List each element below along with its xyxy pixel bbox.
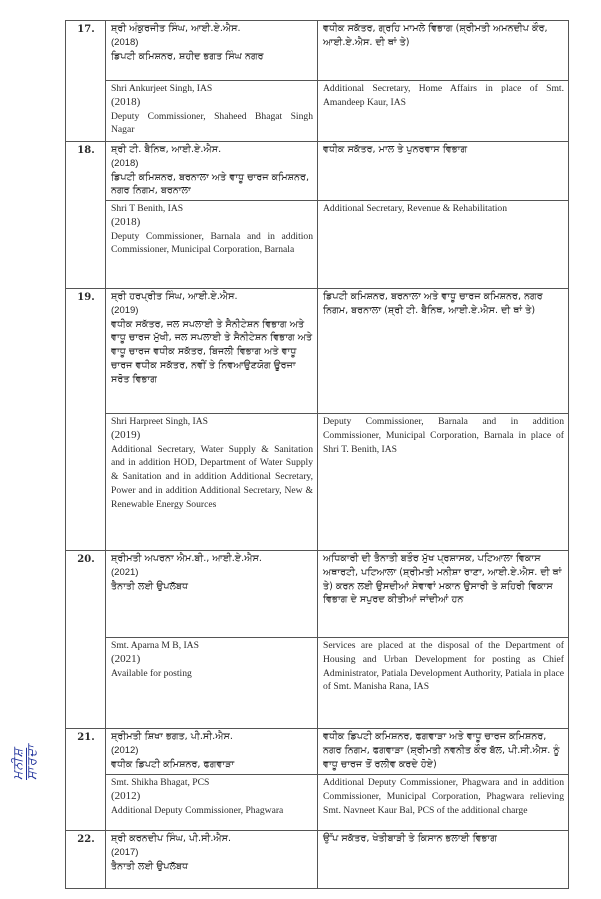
- serial-number-blank: [66, 81, 106, 142]
- serial-number-blank: [66, 775, 106, 831]
- current-post: Additional Secretary, Water Supply & Sanitation and in addition HOD, Department of Water Supply & Sanitation and in addition Additional Secretary, Power and in addition Additional Secretary, New & Renewable Energy Sources: [111, 443, 313, 510]
- current-post: Additional Deputy Commissioner, Phagwara: [111, 804, 284, 816]
- new-post-punjabi: ਵਧੀਕ ਸਕੱਤਰ, ਮਾਲ ਤੇ ਪੁਨਰਵਾਸ ਵਿਭਾਗ: [318, 142, 569, 201]
- serial-number: 17.: [66, 21, 106, 81]
- current-post: ਡਿਪਟੀ ਕਮਿਸ਼ਨਰ, ਸ਼ਹੀਦ ਭਗਤ ਸਿੰਘ ਨਗਰ: [111, 50, 264, 62]
- officer-cell-punjabi: [106, 21, 318, 81]
- current-post: ਡਿਪਟੀ ਕਮਿਸ਼ਨਰ, ਬਰਨਾਲਾ ਅਤੇ ਵਾਧੂ ਚਾਰਜ ਕਮਿਸ਼ਨਰ, ਨਗਰ ਨਿਗਮ, ਬਰਨਾਲਾ: [111, 171, 310, 197]
- officer-name: Shri Ankurjeet Singh, IAS: [111, 83, 213, 94]
- batch-year: (2018): [111, 157, 139, 169]
- table-row-17-english: [66, 81, 569, 142]
- officer-cell-punjabi: [106, 729, 318, 775]
- serial-number-blank: [66, 414, 106, 551]
- officer-name: ਸ਼੍ਰੀਮਤੀ ਅਪਰਨਾ ਐਮ.ਬੀ., ਆਈ.ਏ.ਐਸ.: [111, 553, 262, 564]
- signature-line-2: ਸਾਰਦਾ: [25, 744, 40, 780]
- batch-year: (2017): [111, 846, 139, 858]
- officer-name: ਸ਼੍ਰੀ ਹਰਪ੍ਰੀਤ ਸਿੰਘ, ਆਈ.ਏ.ਐਸ.: [111, 291, 238, 302]
- new-post-english: Additional Secretary, Revenue & Rehabilitation: [318, 201, 569, 289]
- serial-number: 18.: [66, 142, 106, 201]
- new-post-english: Additional Secretary, Home Affairs in place of Smt. Amandeep Kaur, IAS: [318, 81, 569, 142]
- officer-name: Smt. Aparna M B, IAS: [111, 640, 199, 651]
- handwritten-signature: [12, 670, 52, 780]
- new-post-english: Deputy Commissioner, Barnala and in addition Commissioner, Municipal Corporation, Barnala in place of Shri T. Benith, IAS: [318, 414, 569, 551]
- current-post: ਤੈਨਾਤੀ ਲਈ ਉਪਲੱਬਧ: [111, 860, 189, 872]
- officer-name: Smt. Shikha Bhagat, PCS: [111, 777, 210, 788]
- current-post: ਵਧੀਕ ਡਿਪਟੀ ਕਮਿਸ਼ਨਰ, ਫਗਵਾੜਾ: [111, 758, 235, 770]
- officer-cell-english: [106, 414, 318, 551]
- table-row-18-english: [66, 201, 569, 289]
- serial-number: 20.: [66, 551, 106, 638]
- serial-number-blank: [66, 638, 106, 729]
- current-post: ਤੈਨਾਤੀ ਲਈ ਉਪਲੱਬਧ: [111, 580, 189, 592]
- batch-year: (2019): [111, 304, 139, 316]
- table-row-21-english: [66, 775, 569, 831]
- officer-cell-english: [106, 81, 318, 142]
- current-post: Deputy Commissioner, Shaheed Bhagat Singh Nagar: [111, 110, 313, 136]
- posting-order-table: [65, 20, 569, 889]
- table-row-20-punjabi: [66, 551, 569, 638]
- table-row-18-punjabi: [66, 142, 569, 201]
- batch-year: (2021): [111, 566, 139, 578]
- officer-name: ਸ਼੍ਰੀ ਅੰਕੁਰਜੀਤ ਸਿੰਘ, ਆਈ.ਏ.ਐਸ.: [111, 23, 241, 34]
- officer-name: ਸ਼੍ਰੀ ਕਰਨਦੀਪ ਸਿੰਘ, ਪੀ.ਸੀ.ਐਸ.: [111, 833, 232, 844]
- officer-name: Shri Harpreet Singh, IAS: [111, 416, 208, 427]
- officer-name: Shri T Benith, IAS: [111, 203, 184, 214]
- batch-year: (2018): [111, 95, 141, 108]
- batch-year: (2012): [111, 789, 141, 802]
- table-row-19-english: [66, 414, 569, 551]
- new-post-punjabi: ਅਧਿਕਾਰੀ ਦੀ ਤੈਨਾਤੀ ਬਤੌਰ ਮੁੱਖ ਪ੍ਰਸ਼ਾਸਕ, ਪਟਿਆਲਾ ਵਿਕਾਸ ਅਥਾਰਟੀ, ਪਟਿਆਲਾ (ਸ਼੍ਰੀਮਤੀ ਮਨੀਸ਼ਾ ਰਾਣਾ, ਆਈ.ਏ.ਐਸ. ਦੀ ਥਾਂ ਤੇ) ਕਰਨ ਲਈ ਉਸਦੀਆਂ ਸੇਵਾਵਾਂ ਮਕਾਨ ਉਸਾਰੀ ਤੇ ਸ਼ਹਿਰੀ ਵਿਕਾਸ ਵਿਭਾਗ ਦੇ ਸਪੁਰਦ ਕੀਤੀਆਂ ਜਾਂਦੀਆਂ ਹਨ: [318, 551, 569, 638]
- signature-line-1: ਮਨੀਸ਼: [11, 747, 26, 780]
- table-row-19-punjabi: [66, 289, 569, 414]
- new-post-punjabi: ਉੱਪ ਸਕੱਤਰ, ਖੇਤੀਬਾੜੀ ਤੇ ਕਿਸਾਨ ਭਲਾਈ ਵਿਭਾਗ: [318, 831, 569, 889]
- current-post: ਵਧੀਕ ਸਕੱਤਰ, ਜਲ ਸਪਲਾਈ ਤੇ ਸੈਨੀਟੇਸ਼ਨ ਵਿਭਾਗ ਅਤੇ ਵਾਧੂ ਚਾਰਜ ਮੁੱਖੀ, ਜਲ ਸਪਲਾਈ ਤੇ ਸੈਨੀਟੇਸ਼ਨ ਵਿਭਾਗ ਅਤੇ ਵਾਧੂ ਚਾਰਜ ਵਧੀਕ ਸਕੱਤਰ, ਬਿਜਲੀ ਵਿਭਾਗ ਅਤੇ ਵਾਧੂ ਚਾਰਜ ਵਧੀਕ ਸਕੱਤਰ, ਨਵੀਂ ਤੇ ਨਿਵਆਉਣਯੋਗ ਊਰਜਾ ਸਰੋਤ ਵਿਭਾਗ: [111, 318, 313, 385]
- officer-cell-punjabi: [106, 289, 318, 414]
- officer-cell-english: [106, 201, 318, 289]
- new-post-english: Services are placed at the disposal of the Department of Housing and Urban Development for posting as Chief Administrator, Patiala Development Authority, Patiala in place of Smt. Manisha Rana, IAS: [318, 638, 569, 729]
- table-row-21-punjabi: [66, 729, 569, 775]
- officer-cell-english: [106, 775, 318, 831]
- officer-cell-punjabi: [106, 551, 318, 638]
- officer-cell-english: [106, 638, 318, 729]
- serial-number: 19.: [66, 289, 106, 414]
- batch-year: (2018): [111, 36, 139, 48]
- new-post-english: Additional Deputy Commissioner, Phagwara and in addition Commissioner, Municipal Corporation, Phagwara relieving Smt. Navneet Kaur Bal, PCS of the additional charge: [318, 775, 569, 831]
- officer-name: ਸ਼੍ਰੀਮਤੀ ਸ਼ਿਖਾ ਭਗਤ, ਪੀ.ਸੀ.ਐਸ.: [111, 731, 233, 742]
- table-row-20-english: [66, 638, 569, 729]
- batch-year: (2012): [111, 744, 139, 756]
- table-row-22-punjabi: [66, 831, 569, 889]
- new-post-punjabi: ਵਧੀਕ ਸਕੱਤਰ, ਗ੍ਰਹਿ ਮਾਮਲੇ ਵਿਭਾਗ (ਸ਼੍ਰੀਮਤੀ ਅਮਨਦੀਪ ਕੌਰ, ਆਈ.ਏ.ਐਸ. ਦੀ ਥਾਂ ਤੇ): [318, 21, 569, 81]
- new-post-punjabi: ਡਿਪਟੀ ਕਮਿਸ਼ਨਰ, ਬਰਨਾਲਾ ਅਤੇ ਵਾਧੂ ਚਾਰਜ ਕਮਿਸ਼ਨਰ, ਨਗਰ ਨਿਗਮ, ਬਰਨਾਲਾ (ਸ਼੍ਰੀ ਟੀ. ਬੈਨਿਥ, ਆਈ.ਏ.ਐਸ. ਦੀ ਥਾਂ ਤੇ): [318, 289, 569, 414]
- officer-cell-punjabi: [106, 142, 318, 201]
- current-post: Available for posting: [111, 667, 192, 679]
- serial-number-blank: [66, 201, 106, 289]
- table-row-17-punjabi: [66, 21, 569, 81]
- new-post-punjabi: ਵਧੀਕ ਡਿਪਟੀ ਕਮਿਸ਼ਨਰ, ਫਗਵਾੜਾ ਅਤੇ ਵਾਧੂ ਚਾਰਜ ਕਮਿਸ਼ਨਰ, ਨਗਰ ਨਿਗਮ, ਫਗਵਾੜਾ (ਸ਼੍ਰੀਮਤੀ ਨਵਨੀਤ ਕੌਰ ਬੱਲ, ਪੀ.ਸੀ.ਐਸ. ਨੂੰ ਵਾਧੂ ਚਾਰਜ ਤੋਂ ਰਲੀਵ ਕਰਦੇ ਹੋਏ): [318, 729, 569, 775]
- officer-name: ਸ਼੍ਰੀ ਟੀ. ਬੈਨਿਥ, ਆਈ.ਏ.ਐਸ.: [111, 144, 222, 155]
- batch-year: (2018): [111, 215, 141, 228]
- batch-year: (2021): [111, 652, 141, 665]
- officer-cell-punjabi: [106, 831, 318, 889]
- serial-number: 21.: [66, 729, 106, 775]
- current-post: Deputy Commissioner, Barnala and in addition Commissioner, Municipal Corporation, Barnala: [111, 230, 313, 256]
- serial-number: 22.: [66, 831, 106, 889]
- batch-year: (2019): [111, 428, 141, 441]
